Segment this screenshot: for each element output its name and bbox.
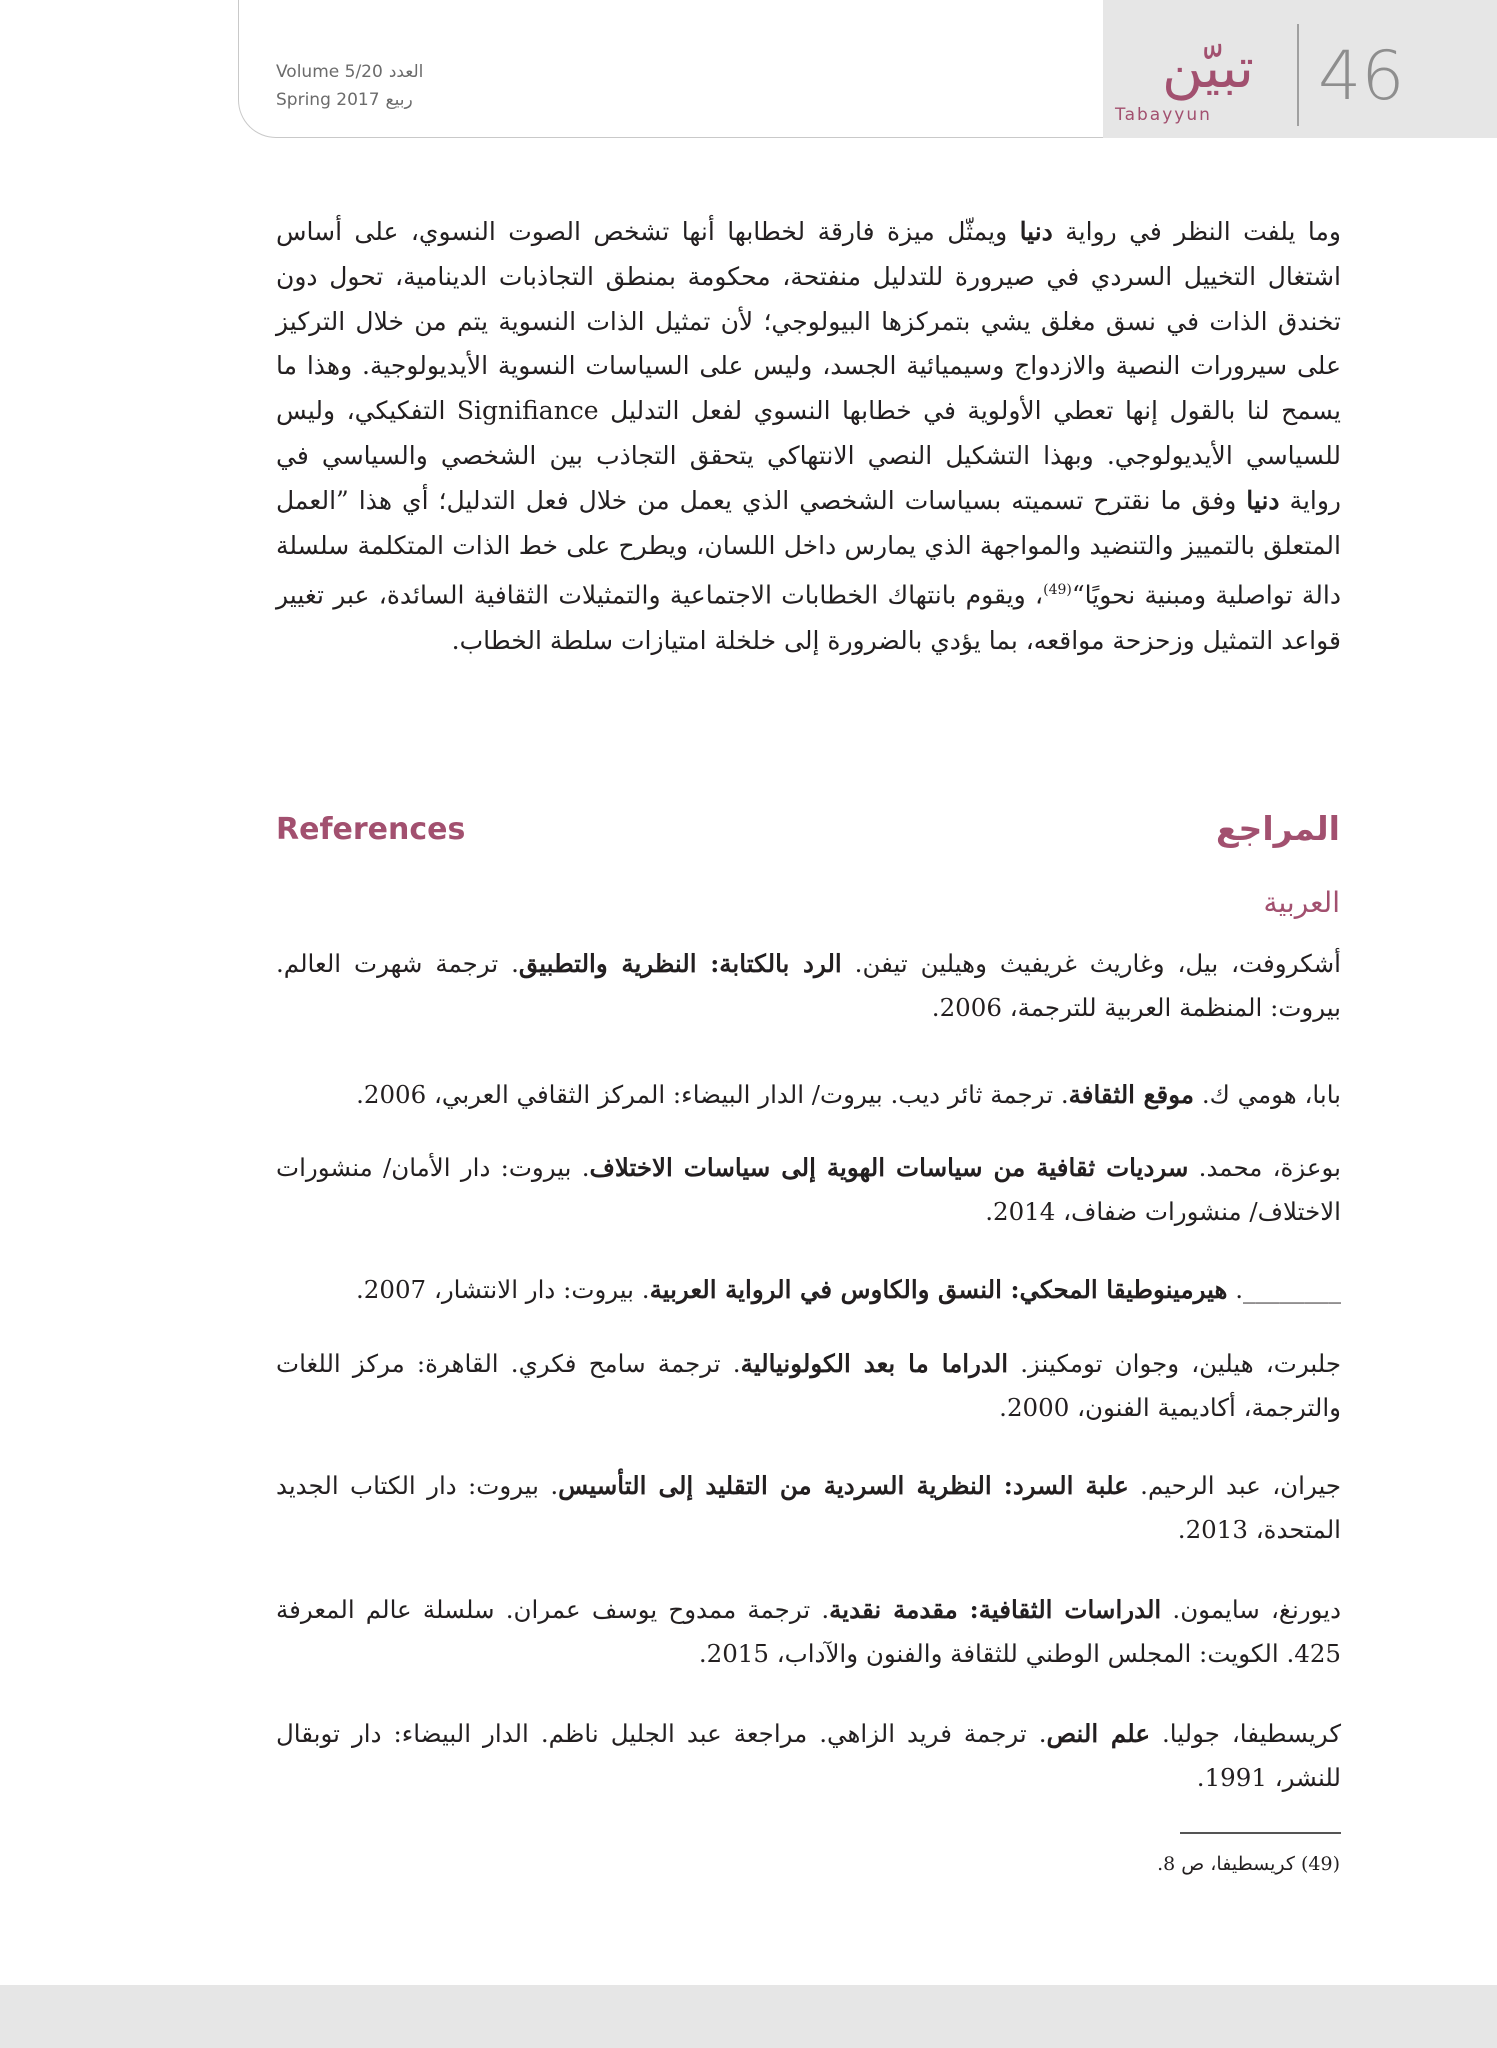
reference-entry	[276, 1588, 1341, 1676]
ref-details: . ترجمة شهرت العالم. بيروت: المنظمة العربية للترجمة، 2006.	[276, 949, 1341, 1022]
references-heading-ar: المراجع	[1216, 809, 1340, 848]
ref-title: الدراما ما بعد الكولونيالية	[740, 1349, 1009, 1378]
footnote-rule	[1180, 1832, 1341, 1834]
season-line	[276, 89, 413, 111]
ref-author: ديورنغ، سايمون.	[1161, 1595, 1341, 1624]
ref-details: . ترجمة ثائر ديب. بيروت/ الدار البيضاء: المركز الثقافي العربي، 2006.	[356, 1080, 1069, 1109]
novel-title: دنيا	[1246, 485, 1280, 515]
ref-title: هيرمينوطيقا المحكي: النسق والكاوس في الرواية العربية	[649, 1275, 1228, 1304]
ref-author: ________.	[1227, 1275, 1341, 1304]
ref-title: علم النص	[1046, 1719, 1150, 1748]
ref-author: جيران، عبد الرحيم.	[1128, 1471, 1342, 1500]
reference-entry	[276, 1268, 1341, 1312]
journal-logo-ar: تبيّن	[1161, 36, 1254, 101]
ref-author: بوعزة، محمد.	[1188, 1153, 1341, 1182]
body-text: التفكيكي، وليس للسياسي الأيديولوجي. وبهذا التشكيل النصي الانتهاكي يتحقق التجاذب بين الشخصي والسياسي في رواية	[276, 396, 1341, 515]
ref-title: سرديات ثقافية من سياسات الهوية إلى سياسات الاختلاف	[589, 1153, 1189, 1182]
body-paragraph	[276, 210, 1341, 663]
bottom-band	[0, 1985, 1497, 2048]
page-number: 46	[1318, 37, 1405, 116]
ref-details: . بيروت: دار الانتشار، 2007.	[356, 1275, 650, 1304]
reference-entry	[276, 1146, 1341, 1234]
references-subheading-arabic: العربية	[1263, 886, 1340, 919]
reference-entry	[276, 1464, 1341, 1552]
ref-title: الدراسات الثقافية: مقدمة نقدية	[829, 1595, 1162, 1624]
body-text: ويمثّل ميزة فارقة لخطابها أنها تشخص الصوت النسوي، على أساس اشتغال التخييل السردي في صيرورة للتدليل منفتحة، محكومة بمنطق التجاذبات الدينامية، تحول دون تخندق الذات في نسق مغلق يشي بتمركزها البيولوجي؛ لأن تمثيل الذات النسوية يتم من خلال التركيز على سيرورات النصية والازدواج وسيميائية الجسد، وليس على السياسات النسوية الأيديولوجية. وهذا ما يسمح لنا بالقول إنها تعطي الأولوية في خطابها النسوي لفعل التدليل	[276, 217, 1341, 426]
footnote-marker[interactable]: (49)	[1043, 582, 1072, 599]
footnote	[1157, 1850, 1340, 1878]
body-text: وما يلفت النظر في رواية	[1052, 217, 1341, 246]
reference-entry	[276, 1073, 1341, 1117]
references-heading-en: References	[276, 812, 466, 847]
journal-logo-en: Tabayyun	[1115, 105, 1212, 125]
ref-author: أشكروفت، بيل، وغاريث غريفيث وهيلين تيفن.	[841, 949, 1341, 978]
ref-author: بابا، هومي ك.	[1194, 1080, 1341, 1109]
ref-title: الرد بالكتابة: النظرية والتطبيق	[518, 949, 842, 978]
footnote-text: كريسطيفا، ص 8.	[1157, 1853, 1295, 1875]
season-label: Spring 2017	[276, 90, 380, 110]
volume-label: Volume 5/20	[276, 62, 383, 82]
ref-title: علبة السرد: النظرية السردية من التقليد إلى التأسيس	[558, 1471, 1129, 1500]
reference-entry	[276, 1712, 1341, 1800]
season-label-ar: ربيع	[385, 90, 413, 110]
ref-details: . ترجمة ممدوح يوسف عمران. سلسلة عالم المعرفة 425. الكويت: المجلس الوطني للثقافة والفنون والآداب، 2015.	[276, 1595, 1341, 1668]
page-number-divider	[1297, 24, 1299, 126]
volume-label-ar: العدد	[388, 62, 424, 82]
ref-author: جلبرت، هيلين، وجوان تومكينز.	[1008, 1349, 1341, 1378]
ref-details: . ترجمة سامح فكري. القاهرة: مركز اللغات والترجمة، أكاديمية الفنون، 2000.	[276, 1349, 1341, 1422]
body-text: ، ويقوم بانتهاك الخطابات الاجتماعية والتمثيلات الثقافية السائدة، عبر تغيير قواعد التمثيل وزحزحة مواقعه، بما يؤدي بالضرورة إلى خلخلة امتيازات سلطة الخطاب.	[276, 580, 1341, 655]
latin-term: Signifiance	[456, 396, 599, 426]
ref-title: موقع الثقافة	[1068, 1080, 1195, 1109]
footnote-number: (49)	[1300, 1853, 1340, 1875]
reference-entry	[276, 1342, 1341, 1430]
volume-line	[276, 61, 423, 83]
ref-details: . بيروت: دار الكتاب الجديد المتحدة، 2013.	[276, 1471, 1341, 1544]
novel-title: دنيا	[1019, 217, 1053, 246]
ref-author: كريسطيفا، جوليا.	[1149, 1719, 1341, 1748]
body-text: وفق ما نقترح تسميته بسياسات الشخصي الذي يعمل من خلال فعل التدليل؛ أي هذا ”العمل المتعلق بالتمييز والتنضيد والمواجهة الذي يمارس داخل اللسان، ويطرح على خط الذات المتكلمة سلسلة دالة تواصلية ومبنية نحويًا“	[276, 485, 1342, 610]
ref-details: . بيروت: دار الأمان/ منشورات الاختلاف/ منشورات ضفاف، 2014.	[276, 1153, 1341, 1226]
reference-entry	[276, 942, 1341, 1030]
ref-details: . ترجمة فريد الزاهي. مراجعة عبد الجليل ناظم. الدار البيضاء: دار توبقال للنشر، 1991.	[276, 1719, 1341, 1792]
